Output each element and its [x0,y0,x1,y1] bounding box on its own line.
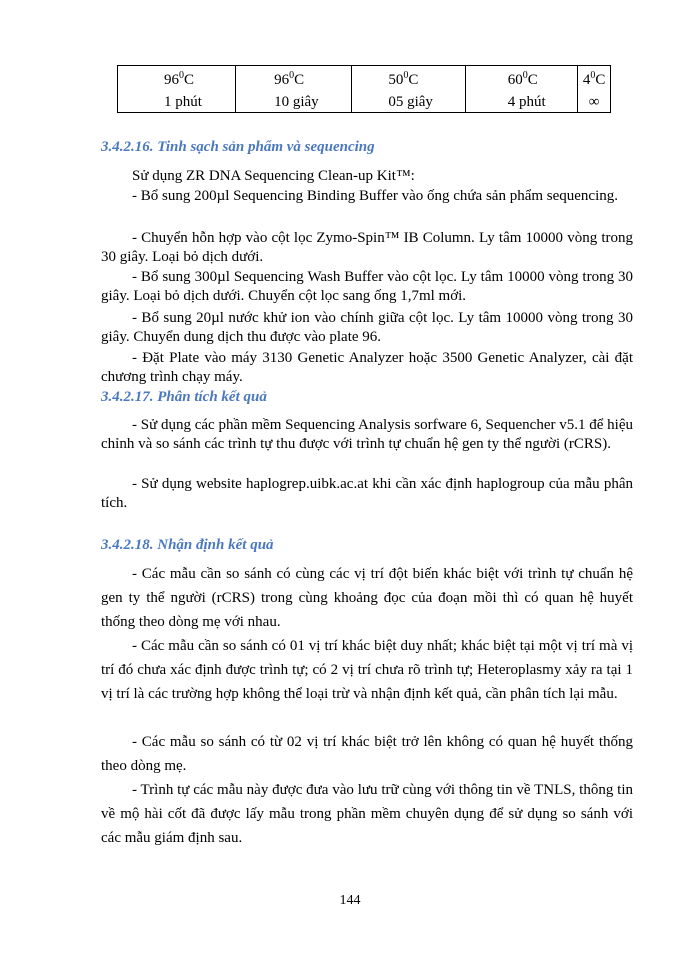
paragraph: - Đặt Plate vào máy 3130 Genetic Analyzer hoặc 3500 Genetic Analyzer, cài đặt chương trình chạy máy. [101,350,633,385]
paragraph: - Bổ sung 200µl Sequencing Binding Buffer vào ống chứa sản phẩm sequencing. [132,188,618,204]
paragraph: - Các mẫu cần so sánh có cùng các vị trí đột biến khác biệt với trình tự chuẩn hệ gen ty thể người (rCRS) trong cùng khoảng đọc của đoạn mồi thì có quan hệ huyết thống theo dòng mẹ với nhau. [101,566,633,630]
step-temperature: $96^0C$ [164,70,195,88]
table-cell-step-3 [352,66,465,113]
pcr-cycle-table [117,65,611,113]
paragraph: Sử dụng ZR DNA Sequencing Clean-up Kit™: [132,168,415,184]
paragraph: - Trình tự các mẫu này được đưa vào lưu trữ cùng với thông tin về TNLS, thông tin về mộ hài cốt đã được lấy mẫu trong phần mềm chuyên dụng để sử dụng so sánh với các mẫu giám định sau. [101,782,633,846]
step-duration: 05 giây [388,94,433,110]
paragraph: - Các mẫu cần so sánh có 01 vị trí khác biệt duy nhất; khác biệt tại một vị trí mà vị trí đó chưa xác định được trình tự; có 2 vị trí chưa rõ trình tự; Heteroplasmy xảy ra tại 1 vị trí là các trường hợp không thể loại trừ và nhận định kết quả, cần phân tích lại mẫu. [101,638,633,702]
paragraph: - Sử dụng các phần mềm Sequencing Analysis sorfware 6, Sequencher v5.1 để hiệu chỉnh và so sánh các trình tự thu được với trình tự chuẩn hệ gen ty thể người (rCRS). [101,417,633,452]
table-cell-step-2 [236,66,352,113]
table-row [118,66,611,113]
paragraph: - Các mẫu so sánh có từ 02 vị trí khác biệt trở lên không có quan hệ huyết thống theo dòng mẹ. [101,734,633,774]
step-duration: 1 phút [164,94,202,110]
section-heading-17: 3.4.2.17. Phân tích kết quả [101,389,267,405]
table-cell-step-5 [578,66,611,113]
step-temperature: $60^0C$ [507,70,538,88]
section-heading-18: 3.4.2.18. Nhận định kết quả [101,537,274,553]
step-duration: 10 giây [274,94,319,110]
table-cell-step-1 [118,66,236,113]
section-heading-16: 3.4.2.16. Tinh sạch sản phẩm và sequencing [101,139,375,155]
paragraph: - Chuyển hỗn hợp vào cột lọc Zymo-Spin™ IB Column. Ly tâm 10000 vòng trong 30 giây. Loại bỏ dịch dưới. [101,230,633,265]
paragraph: - Sử dụng website haplogrep.uibk.ac.at khi cần xác định haplogroup của mẫu phân tích. [101,476,633,511]
step-temperature: $96^0C$ [274,70,305,88]
page-number: 144 [339,893,361,908]
step-temperature: $50^0C$ [388,70,419,88]
paragraph: - Bổ sung 20µl nước khử ion vào chính giữa cột lọc. Ly tâm 10000 vòng trong 30 giây. Chuyển dung dịch thu được vào plate 96. [101,310,633,345]
table-cell-step-4 [465,66,578,113]
step-duration: 4 phút [507,94,546,110]
step-duration: ∞ [588,94,600,110]
step-temperature: $4^0C$ [582,70,606,88]
paragraph: - Bổ sung 300µl Sequencing Wash Buffer vào cột lọc. Ly tâm 10000 vòng trong 30 giây. Loại bỏ dịch dưới. Chuyển cột lọc sang ống 1,7ml mới. [101,269,633,304]
